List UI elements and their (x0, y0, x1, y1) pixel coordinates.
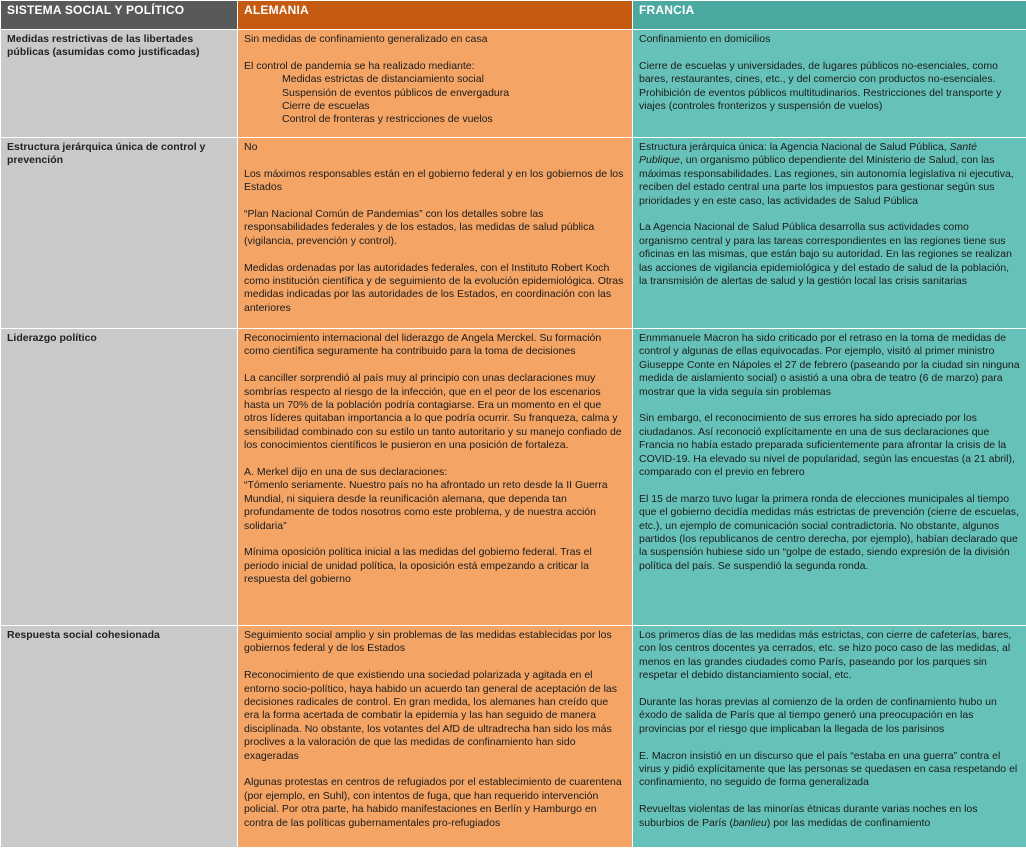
quote-text: “Tómenlo seriamente. Nuestro país no ha afrontado un reto desde la II Guerra Mundial, ni siquiera desde la reunificación alemana, que dependa tan profundamente de todos nosotros como este problema, y de nuestra acción solidaria” (244, 479, 608, 532)
france-cell (633, 138, 1026, 329)
cell-text: Durante las horas previas al comienzo de la orden de confinamiento hubo un éxodo de salida de París que al tiempo generó una preocupación en las provincias por el riesgo que implicaban la llegada de los parisinos (639, 696, 997, 735)
list-item: Control de fronteras y restricciones de vuelos (282, 113, 493, 126)
measures-list (244, 73, 626, 127)
cell-text: Reconocimiento internacional del liderazgo de Angela Merckel. Su formación como científica seguramente ha contribuido para la toma de decisiones (244, 332, 602, 358)
cell-text: Medidas ordenadas por las autoridades federales, con el Instituto Robert Koch como institución científica y de seguimiento de la evolución epidemiológica. Otras medidas indicadas por las autoridades de los Estados, en coordinación con las anteriores (244, 261, 624, 314)
list-item: Medidas estrictas de distanciamiento social (282, 73, 484, 86)
germany-cell (238, 329, 633, 626)
cell-text: No (244, 141, 258, 153)
cell-text-italic: banlieu (732, 816, 767, 829)
cell-text: Mínima oposición política inicial a las medidas del gobierno federal. Tras el periodo inicial de unidad política, la oposición está empezando a criticar la respuesta del gobierno (244, 546, 592, 586)
table-row (1, 329, 1026, 626)
cell-text: Sin embargo, el reconocimiento de sus errores ha sido apreciado por los ciudadanos. Así reconoció explícitamente en una de sus declaraciones que Francia no había estado preparada suficientemente para afrontar la crisis de la COVID-19. Ha elevado su nivel de popularidad, según las encuestas (a 21 abril), comparado con el previo en febrero (639, 412, 1015, 479)
cell-text: Algunas protestas en centros de refugiados por el establecimiento de cuarentena (por ejemplo, en Suhl), con intentos de fuga, que han requerido intervención policial. Por otra parte, ha habido manifestaciones en Berlín y Hamburgo en contra de las políticas gubernamentales pro-refugiados (244, 776, 622, 829)
cell-text-part: A. Merkel dijo en una de sus declaraciones: (244, 466, 448, 479)
cell-text: Enmmanuele Macron ha sido criticado por el retraso en la toma de medidas de control y algunas de ellas equivocadas. Por ejemplo, visitó al primer ministro Giuseppe Conte en Nápoles el 27 de febrero (paseando por la ciudad sin ninguna medida de aislamiento social) o asistió a una obra de teatro (6 de marzo) para mostrar que la vida seguía sin problemas (639, 332, 1020, 398)
list-item: Cierre de escuelas (282, 100, 370, 113)
germany-cell (238, 30, 633, 138)
cell-text: La canciller sorprendió al país muy al principio con unas declaraciones muy sombrías respecto al riesgo de la infección, que en el peor de los escenarios hasta un 70% de la población podría contagiarse. Era un momento en el que otros líderes quitaban importancia a lo que podría ocurrir. Su franqueza, calma y sensibilidad combinado con su estilo un tanto autoritario y su manejo confiado de los conocimientos científicos le pusieron en una posición de fortaleza. (244, 372, 622, 452)
germany-cell (238, 626, 633, 848)
cell-text: Sin medidas de confinamiento generalizado en casa (244, 33, 488, 45)
cell-text-part: ) por las medidas de confinamiento (766, 816, 931, 829)
cell-text: Confinamiento en domicilios (639, 33, 771, 45)
header-system: SISTEMA SOCIAL Y POLÍTICO (1, 1, 238, 30)
cell-text (639, 141, 1020, 208)
table-row (1, 626, 1026, 848)
table-row (1, 30, 1026, 138)
cell-text: “Plan Nacional Común de Pandemias” con los detalles sobre las responsabilidades federales y de los estados, las medidas de salud pública (vigilancia, prevención y control). (244, 208, 595, 247)
cell-text-part: , un organismo público dependiente del Ministerio de Salud, con las máximas responsabilidades. Las regiones, sin autonomía legislativa ni ejecutiva, reciben del estado central una parte los impuestos para gestionar según sus prioridades y en este caso, las actividades de Salud Pública (639, 154, 1014, 207)
cell-text: Los máximos responsables están en el gobierno federal y en los gobiernos de los Estados (244, 167, 624, 194)
cell-text: El 15 de marzo tuvo lugar la primera ronda de elecciones municipales al tiempo que el gobierno decidía medidas más estrictas de prevención (cierre de escuelas, etc.), un ejemplo de comunicación social contradictoria. No obstante, algunos partidos (los republicanos de centro derecha, por ejemplo), habían declarado que la suspensión hubiese sido un “golpe de estado, siendo expresión de la división política del país. Se suspendió la segunda ronda. (639, 492, 1019, 572)
cell-text: Reconocimiento de que existiendo una sociedad polarizada y agitada en el entorno socio-político, haya habido un acuerdo tan general de aceptación de las decisiones radicales de control. En gran medida, los alemanes han creído que era la forma acertada de combatir la epidemia y las han seguido de manera disciplinada. No obstante, los votantes del AfD de ultradrecha han sido los más proclives a la valoración de que las medidas de confinamiento han sido exageradas (244, 669, 618, 762)
cell-text-part: Revueltas violentas de las minorías étnicas durante varias noches en los suburbios de París ( (639, 803, 978, 829)
france-cell (633, 626, 1026, 848)
header-germany: ALEMANIA (238, 1, 633, 30)
cell-text (244, 466, 626, 533)
table-row (1, 138, 1026, 329)
france-cell (633, 30, 1026, 138)
header-france: FRANCIA (633, 1, 1026, 30)
cell-text: E. Macron insistió en un discurso que el país “estaba en una guerra” contra el virus y pidió explícitamente que las personas se quedasen en casa respetando el confinamiento, no seguido de forma generalizada (639, 749, 1018, 789)
cell-text: Seguimiento social amplio y sin problemas de las medidas establecidas por los gobiernos federal y de los Estados (244, 629, 612, 655)
cell-text: El control de pandemia se ha realizado mediante: (244, 59, 475, 72)
list-item: Suspensión de eventos públicos de envergadura (282, 86, 510, 99)
germany-cell (238, 138, 633, 329)
row-label: Liderazgo político (1, 329, 238, 626)
cell-text: Los primeros días de las medidas más estrictas, con cierre de cafeterías, bares, con los centros docentes ya cerrados, etc. se hizo poco caso de las medidas, al menos en las grandes ciudades como París, paseando por los parques sin respetar el debido distanciamiento social, etc. (639, 629, 1012, 682)
france-cell (633, 329, 1026, 626)
cell-text: Cierre de escuelas y universidades, de lugares públicos no-esenciales, como bares, restaurantes, cines, etc., y del comercio con productos no-esenciales. Prohibición de eventos públicos multitudinarios. Restricciones del transporte y viajes (controles fronterizos y suspensión de vuelos) (639, 59, 1002, 113)
cell-text (639, 803, 1020, 830)
row-label: Respuesta social cohesionada (1, 626, 238, 848)
cell-text-part: Estructura jerárquica única: la Agencia Nacional de Salud Pública, (639, 141, 950, 153)
header-row (1, 1, 1026, 30)
cell-text: La Agencia Nacional de Salud Pública desarrolla sus actividades como organismo central y para las tareas correspondientes en las regiones tiene sus oficinas en las mismas, que están bajo su autoridad. En las regiones se realizan las acciones de vigilancia epidemiológica y del estado de salud de la población, la transmisión de alertas de salud y la gestión local las crisis sanitarias (639, 221, 1012, 288)
row-label: Estructura jerárquica única de control y prevención (1, 138, 238, 329)
cell-text-italic: Santé Publique (639, 141, 977, 167)
row-label: Medidas restrictivas de las libertades públicas (asumidas como justificadas) (1, 30, 238, 138)
